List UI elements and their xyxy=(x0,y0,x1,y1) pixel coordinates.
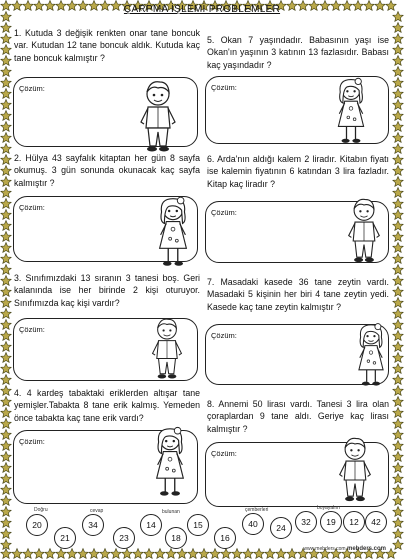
border-star xyxy=(1,298,11,308)
border-star xyxy=(1,265,11,275)
answer-circle[interactable]: 21 xyxy=(54,527,76,549)
border-star xyxy=(1,518,11,528)
question-4: 4. 4 kardeş tabaktaki eriklerden altışar tane yemişler.Tabakta 8 tane erik kalmış. Yemeden önce tabakta kaç tane erik vardı? xyxy=(14,388,200,423)
border-star xyxy=(1,342,11,352)
border-star xyxy=(1,254,11,264)
border-star xyxy=(393,353,403,363)
border-star xyxy=(1,243,11,253)
answer-circle[interactable]: 23 xyxy=(113,527,135,549)
border-star xyxy=(393,144,403,154)
border-star xyxy=(1,210,11,220)
border-star xyxy=(1,89,11,99)
border-star xyxy=(393,540,403,550)
border-star xyxy=(1,353,11,363)
border-star xyxy=(1,221,11,231)
answer-circle[interactable]: 12 xyxy=(343,511,365,533)
boy-illustration xyxy=(344,196,384,268)
answer-circle[interactable]: 14 xyxy=(140,514,162,536)
border-star xyxy=(1,199,11,209)
border-star xyxy=(1,309,11,319)
border-star xyxy=(1,529,11,539)
border-star xyxy=(221,549,231,559)
border-star xyxy=(276,549,286,559)
border-star xyxy=(393,430,403,440)
border-star xyxy=(1,23,11,33)
border-star xyxy=(393,177,403,187)
question-2: 2. Hülya 43 sayfalık kitaptan her gün 8 sayfa okumuş. 3 gün sonunda okunacak kaç sayfa kalmıştır ? xyxy=(14,153,200,188)
border-star xyxy=(393,463,403,473)
border-star xyxy=(210,549,220,559)
border-star xyxy=(177,549,187,559)
solution-label: Çözüm: xyxy=(211,331,237,340)
answer-circle[interactable]: 24 xyxy=(270,517,292,539)
border-star xyxy=(1,430,11,440)
border-star xyxy=(1,276,11,286)
footer-site: www.mebders.com mebders.com xyxy=(303,546,386,552)
boy-illustration xyxy=(335,435,375,507)
border-star xyxy=(122,549,132,559)
border-star xyxy=(393,133,403,143)
answer-circle[interactable]: 19 xyxy=(320,511,342,533)
border-star xyxy=(393,287,403,297)
border-star xyxy=(243,549,253,559)
border-star xyxy=(393,232,403,242)
border-star xyxy=(393,298,403,308)
border-star xyxy=(89,549,99,559)
girl-illustration xyxy=(330,76,372,148)
border-star xyxy=(188,549,198,559)
border-star xyxy=(100,549,110,559)
border-star xyxy=(393,397,403,407)
border-star xyxy=(393,276,403,286)
border-star xyxy=(1,364,11,374)
border-star xyxy=(1,34,11,44)
border-star xyxy=(1,45,11,55)
answer-circle[interactable]: 40 xyxy=(242,513,264,535)
border-star xyxy=(199,549,209,559)
border-star xyxy=(1,331,11,341)
border-star xyxy=(1,78,11,88)
border-star xyxy=(1,408,11,418)
border-star xyxy=(254,549,264,559)
border-star xyxy=(1,188,11,198)
solution-label: Çözüm: xyxy=(211,83,237,92)
answer-circle[interactable]: 16 xyxy=(214,527,236,549)
border-star xyxy=(393,100,403,110)
question-3: 3. Sınıfımızdaki 13 sıranın 3 tanesi boş. Geri kalanında ise her birinde 2 kişi oturuyor. Sınıfımızda kaç kişi vardır? xyxy=(14,273,200,308)
border-star xyxy=(232,549,242,559)
border-star xyxy=(393,419,403,429)
border-star xyxy=(393,210,403,220)
question-5: 5. Okan 7 yaşındadır. Babasının yaşı ise Okan'ın yaşının 3 katının 13 fazlasıdır. Babası kaç yaşındadır ? xyxy=(207,35,389,70)
border-star xyxy=(393,122,403,132)
solution-label: Çözüm: xyxy=(19,325,45,334)
hint-word: bulunan xyxy=(162,509,180,515)
border-star xyxy=(1,287,11,297)
border-star xyxy=(1,144,11,154)
border-star xyxy=(1,452,11,462)
border-star xyxy=(393,496,403,506)
border-star xyxy=(1,463,11,473)
border-star xyxy=(1,375,11,385)
border-star xyxy=(393,309,403,319)
answer-circle[interactable]: 18 xyxy=(165,527,187,549)
border-star xyxy=(393,188,403,198)
border-star xyxy=(78,549,88,559)
border-star xyxy=(1,320,11,330)
border-star xyxy=(1,386,11,396)
border-star xyxy=(393,529,403,539)
border-star xyxy=(45,549,55,559)
border-star xyxy=(1,177,11,187)
border-star xyxy=(393,67,403,77)
border-star xyxy=(393,221,403,231)
border-star xyxy=(1,397,11,407)
border-star xyxy=(1,133,11,143)
border-star xyxy=(12,549,22,559)
border-star xyxy=(393,78,403,88)
answer-circle[interactable]: 42 xyxy=(365,511,387,533)
border-star xyxy=(23,549,33,559)
girl-illustration xyxy=(152,193,194,273)
border-star xyxy=(1,441,11,451)
border-star xyxy=(393,34,403,44)
border-star xyxy=(393,111,403,121)
border-star xyxy=(56,549,66,559)
hint-word: cevap xyxy=(90,508,104,514)
question-6: 6. Arda'nın aldığı kalem 2 liradır. Kitabın fiyatı ise kalemin fiyatının 6 katından 3 lira fazladır. Kitap kaç liradır ? xyxy=(207,154,389,189)
question-7: 7. Masadaki kasede 36 tane zeytin vardı. Masadaki 5 kişinin her biri 4 tane zeytin yedi. Kasede kaç tane zeytin kalmıştır ? xyxy=(207,277,389,312)
border-star xyxy=(1,111,11,121)
border-star xyxy=(1,419,11,429)
border-star xyxy=(393,199,403,209)
border-star xyxy=(265,549,275,559)
border-star xyxy=(393,485,403,495)
border-star xyxy=(1,100,11,110)
border-star xyxy=(144,549,154,559)
hint-word: çemberleri xyxy=(245,507,269,513)
border-star xyxy=(1,67,11,77)
border-star xyxy=(393,45,403,55)
border-star xyxy=(393,265,403,275)
solution-label: Çözüm: xyxy=(211,449,237,458)
border-star xyxy=(393,452,403,462)
border-star xyxy=(1,155,11,165)
answer-circle[interactable]: 34 xyxy=(82,514,104,536)
border-star xyxy=(155,549,165,559)
border-star xyxy=(393,375,403,385)
border-star xyxy=(1,166,11,176)
border-star xyxy=(393,331,403,341)
boy-illustration xyxy=(136,78,180,158)
girl-illustration xyxy=(352,321,390,391)
border-star xyxy=(34,549,44,559)
border-star xyxy=(133,549,143,559)
solution-label: Çözüm: xyxy=(211,208,237,217)
border-star xyxy=(1,485,11,495)
border-star xyxy=(393,441,403,451)
border-star xyxy=(67,549,77,559)
border-star xyxy=(393,364,403,374)
border-star xyxy=(393,56,403,66)
answer-circle[interactable]: 15 xyxy=(187,514,209,536)
border-star xyxy=(393,507,403,517)
question-1: 1. Kutuda 3 değişik renkten onar tane boncuk var. Kutudan 12 tane boncuk aldık. Kutuda kaç tane boncuk kalmıştır ? xyxy=(14,28,200,63)
border-star xyxy=(1,496,11,506)
border-star xyxy=(393,342,403,352)
border-star xyxy=(393,474,403,484)
solution-label: Çözüm: xyxy=(19,203,45,212)
border-star xyxy=(1,507,11,517)
border-star xyxy=(166,549,176,559)
question-8: 8. Annemi 50 lirası vardı. Tanesi 3 lira olan çoraplardan 9 tane aldı. Geriye kaç lirası kalmıştır ? xyxy=(207,399,389,434)
border-star xyxy=(393,243,403,253)
border-star xyxy=(287,549,297,559)
border-star xyxy=(393,518,403,528)
border-star xyxy=(1,56,11,66)
answer-circle[interactable]: 20 xyxy=(26,514,48,536)
border-star xyxy=(393,254,403,264)
border-star xyxy=(393,408,403,418)
border-star xyxy=(393,155,403,165)
border-star xyxy=(1,474,11,484)
border-star xyxy=(1,232,11,242)
border-star xyxy=(1,549,11,559)
solution-label: Çözüm: xyxy=(19,84,45,93)
girl-illustration xyxy=(149,425,191,501)
page-title: ÇARPMA İŞLEMİ PROBLEMLER xyxy=(123,4,281,15)
border-star xyxy=(393,89,403,99)
border-star xyxy=(393,386,403,396)
solution-label: Çözüm: xyxy=(19,437,45,446)
boy-illustration xyxy=(146,316,188,384)
border-star xyxy=(393,166,403,176)
hint-word: Doğru xyxy=(34,507,48,513)
footer-logo: mebders.com xyxy=(346,546,386,552)
border-star xyxy=(1,122,11,132)
border-star xyxy=(393,23,403,33)
border-star xyxy=(393,320,403,330)
border-star xyxy=(111,549,121,559)
answer-circle[interactable]: 32 xyxy=(295,511,317,533)
border-star xyxy=(386,549,396,559)
hint-word: boyayalım xyxy=(317,505,340,511)
